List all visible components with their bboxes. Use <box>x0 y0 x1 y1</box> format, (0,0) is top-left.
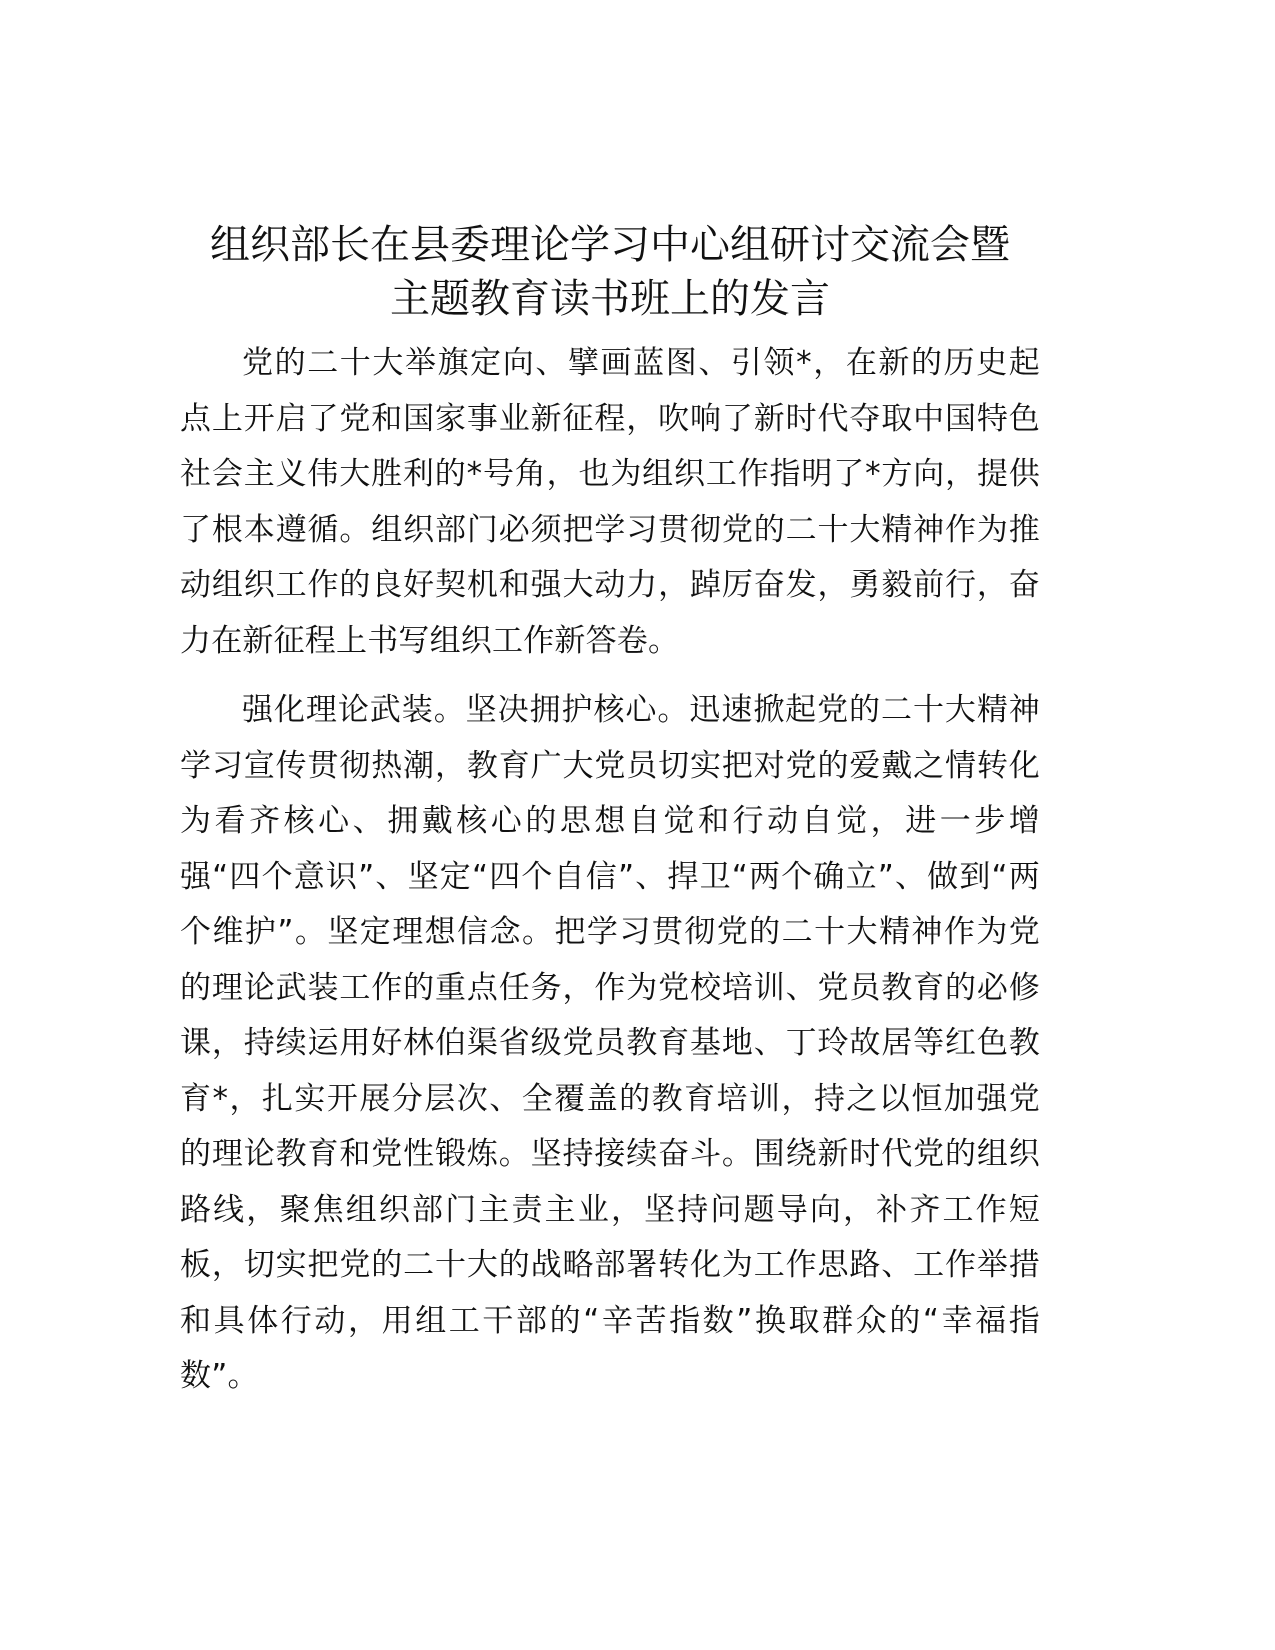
document-page <box>180 218 1040 1419</box>
paragraph-line: 强“四个意识”、坚定“四个自信”、捍卫“两个确立”、做到“两 <box>180 858 1040 895</box>
paragraph-line: 和具体行动，用组工干部的“辛苦指数”换取群众的“幸福指 <box>180 1302 1040 1339</box>
paragraph-line: 党的二十大举旗定向、擘画蓝图、引领*，在新的历史起 <box>242 345 1040 381</box>
paragraph-line: 的理论武装工作的重点任务，作为党校培训、党员教育的必修 <box>180 969 1040 1006</box>
paragraph-line: 个维护”。坚定理想信念。把学习贯彻党的二十大精神作为党 <box>180 914 1040 950</box>
paragraph-line: 力在新征程上书写组织工作新答卷。 <box>180 622 680 659</box>
paragraph-line: 育*，扎实开展分层次、全覆盖的教育培训，持之以恒加强党 <box>180 1080 1040 1117</box>
paragraph-line: 动组织工作的良好契机和强大动力，踔厉奋发，勇毅前行，奋 <box>180 567 1040 603</box>
paragraph-line: 的理论教育和党性锻炼。坚持接续奋斗。围绕新时代党的组织 <box>180 1136 1040 1172</box>
paragraph-line: 了根本遵循。组织部门必须把学习贯彻党的二十大精神作为推 <box>180 511 1040 548</box>
paragraph-line: 为看齐核心、拥戴核心的思想自觉和行动自觉，进一步增 <box>180 803 1040 839</box>
title-line-2: 主题教育读书班上的发言 <box>390 276 830 322</box>
paragraph-line: 数”。 <box>180 1358 259 1394</box>
paragraph-theory-armament <box>180 683 1040 1405</box>
paragraph-line: 点上开启了党和国家事业新征程，吹响了新时代夺取中国特色 <box>180 400 1040 437</box>
paragraph-line: 路线，聚焦组织部门主责主业，坚持问题导向，补齐工作短 <box>180 1191 1040 1228</box>
paragraph-line: 课，持续运用好林伯渠省级党员教育基地、丁玲故居等红色教 <box>180 1025 1040 1061</box>
paragraph-line: 社会主义伟大胜利的*号角，也为组织工作指明了*方向，提供 <box>180 456 1040 492</box>
paragraph-intro <box>180 336 1040 669</box>
paragraph-line: 强化理论武装。坚决拥护核心。迅速掀起党的二十大精神 <box>242 692 1040 728</box>
title-line-1: 组织部长在县委理论学习中心组研讨交流会暨 <box>210 222 1010 268</box>
document-title <box>180 218 1040 326</box>
paragraph-line: 学习宣传贯彻热潮，教育广大党员切实把对党的爱戴之情转化 <box>180 747 1040 784</box>
paragraph-line: 板，切实把党的二十大的战略部署转化为工作思路、工作举措 <box>180 1247 1040 1283</box>
